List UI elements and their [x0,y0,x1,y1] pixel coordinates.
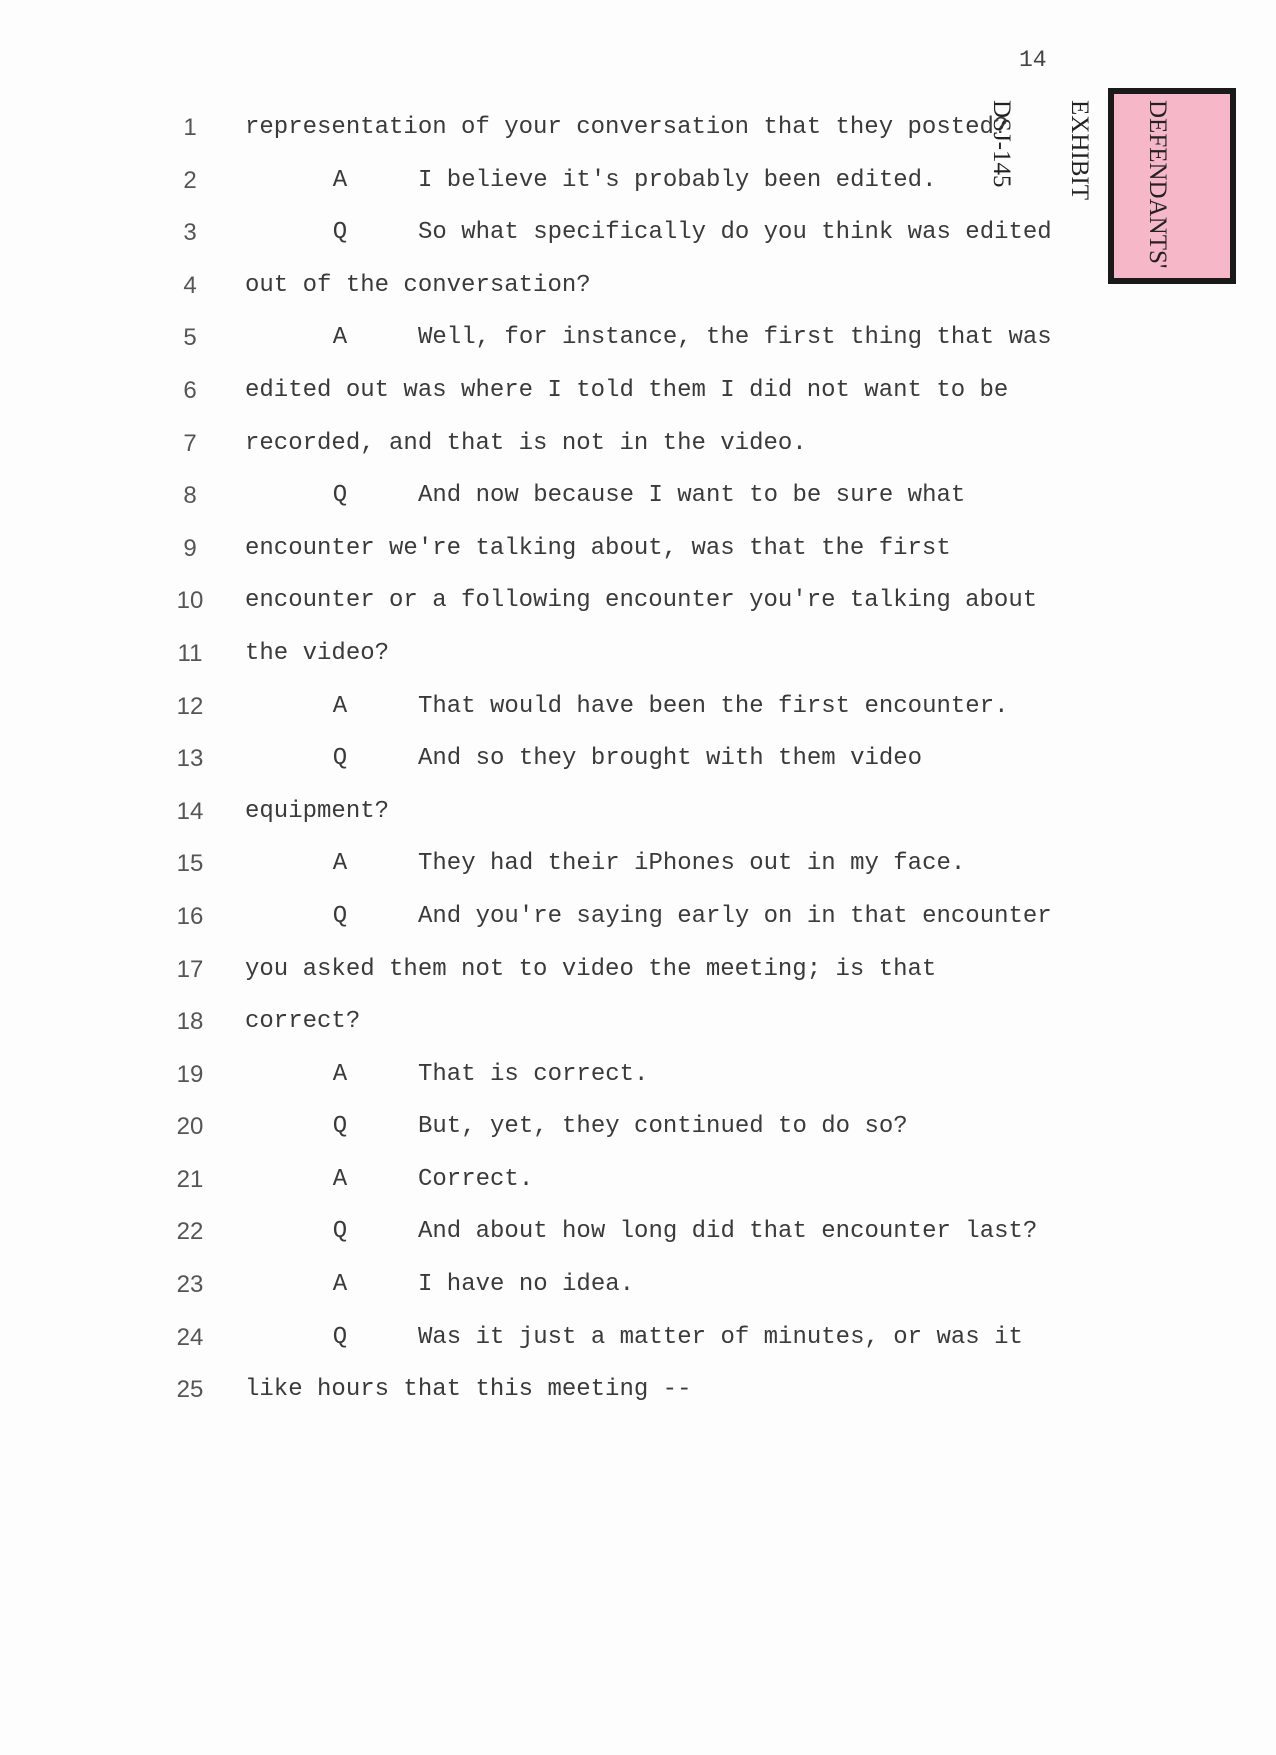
transcript-line [0,375,1100,428]
line-text: So what specifically do you think was edited [418,219,1052,247]
exhibit-stamp-line1: DEFENDANTS' [1144,100,1171,269]
transcript-line [0,322,1100,375]
transcript-line [0,1216,1100,1269]
line-text: I have no idea. [418,1271,635,1299]
transcript-line [0,1059,1100,1112]
line-text: out of the conversation? [245,271,591,299]
line-text: edited out was where I told them I did not want to be [245,376,1009,404]
speaker-label: A [332,1271,348,1299]
line-text: And you're saying early on in that encounter [418,902,1052,930]
line-text: They had their iPhones out in my face. [418,850,966,878]
line-text: correct? [245,1008,361,1036]
line-text: Correct. [418,1165,534,1193]
line-number: 8 [183,482,197,510]
line-text: And so they brought with them video [418,745,923,773]
transcript-line [0,1322,1100,1375]
line-number: 10 [176,587,204,615]
line-number: 12 [176,692,204,720]
transcript-line [0,954,1100,1007]
line-number: 15 [176,850,204,878]
line-number: 13 [176,745,204,773]
line-text: representation of your conversation that they posted? [245,114,1009,141]
line-text: encounter we're talking about, was that the first [245,534,951,562]
transcript-line [0,217,1100,270]
line-text: equipment? [245,797,390,825]
speaker-label: A [332,692,348,720]
speaker-label: Q [332,219,348,247]
transcript-line [0,112,1100,165]
speaker-label: A [332,850,348,878]
speaker-label: Q [332,1218,348,1246]
line-text: recorded, and that is not in the video. [245,429,807,457]
line-number: 3 [183,219,197,247]
transcript-line [0,796,1100,849]
line-number: 7 [183,429,197,457]
speaker-label: Q [332,902,348,930]
speaker-label: A [332,166,348,194]
exhibit-stamp-label [988,94,1230,278]
line-number: 20 [176,1113,204,1141]
transcript-line [0,848,1100,901]
transcript-line [0,638,1100,691]
exhibit-stamp-line2: EXHIBIT [1066,100,1093,200]
line-number: 4 [183,271,197,299]
line-text: And about how long did that encounter last? [418,1218,1038,1246]
line-number: 19 [176,1060,204,1088]
line-number: 21 [176,1165,204,1193]
transcript-line [0,1111,1100,1164]
line-number: 11 [177,639,203,667]
transcript-line [0,585,1100,638]
transcript-line [0,1164,1100,1217]
line-text: Well, for instance, the first thing that was [418,324,1052,352]
line-text: I believe it's probably been edited. [418,166,937,194]
line-number: 16 [176,902,204,930]
line-number: 25 [176,1376,204,1404]
line-text: like hours that this meeting -- [245,1376,692,1404]
line-number: 22 [176,1218,204,1246]
line-number: 9 [183,534,197,562]
transcript-body [0,112,1100,1427]
line-text: That would have been the first encounter. [418,692,1009,720]
exhibit-stamp-line3: DSJ-145 [988,100,1015,188]
line-number: 14 [176,797,204,825]
transcript-line [0,1269,1100,1322]
line-number: 2 [183,166,197,194]
line-number: 18 [176,1008,204,1036]
line-number: 6 [183,376,197,404]
line-number: 17 [176,955,204,983]
transcript-line [0,901,1100,954]
transcript-line [0,480,1100,533]
line-text: And now because I want to be sure what [418,482,966,510]
transcript-line [0,270,1100,323]
speaker-label: A [332,1165,348,1193]
speaker-label: Q [332,1113,348,1141]
line-number: 24 [176,1323,204,1351]
page-number: 14 [1019,47,1047,73]
line-number: 5 [183,324,197,352]
speaker-label: Q [332,1323,348,1351]
transcript-line [0,428,1100,481]
line-text: encounter or a following encounter you're talking about [245,587,1038,615]
speaker-label: Q [332,482,348,510]
line-number: 1 [183,114,197,141]
transcript-line [0,691,1100,744]
transcript-line [0,533,1100,586]
line-text: you asked them not to video the meeting; is that [245,955,937,983]
line-text: But, yet, they continued to do so? [418,1113,908,1141]
speaker-label: A [332,1060,348,1088]
transcript-line [0,165,1100,218]
exhibit-stamp [988,88,1236,284]
line-number: 23 [176,1271,204,1299]
transcript-line [0,1006,1100,1059]
line-text: That is correct. [418,1060,649,1088]
line-text: Was it just a matter of minutes, or was it [418,1323,1023,1351]
transcript-line [0,743,1100,796]
line-text: the video? [245,639,390,667]
transcript-line [0,1374,1100,1427]
speaker-label: Q [332,745,348,773]
speaker-label: A [332,324,348,352]
